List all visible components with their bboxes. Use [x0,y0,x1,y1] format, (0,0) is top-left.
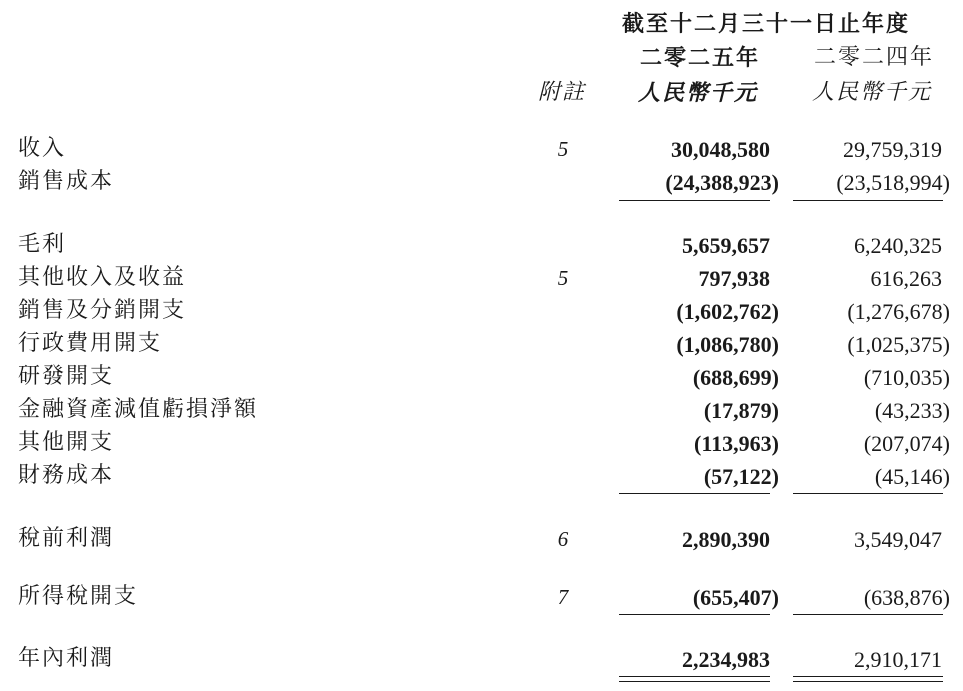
row-label-profit-for-year: 年內利潤 [18,646,115,671]
row-label-income-tax: 所得稅開支 [18,584,139,609]
row-prior-other-income: 616,263 [870,266,942,291]
row-note-income-tax: 7 [557,585,569,609]
row-prior-selling-expenses: (1,276,678) [847,299,950,324]
row-prior-income-tax: (638,876) [863,585,950,610]
row-current-impairment-losses: (17,879) [703,398,779,423]
total-double-rule-current-top [619,676,770,677]
subtotal-rule-prior-1 [793,200,943,201]
row-current-profit-before-tax: 2,890,390 [682,527,770,552]
row-label-selling-expenses: 銷售及分銷開支 [18,298,187,323]
total-double-rule-prior-top [793,676,943,677]
current-year-header: 二零二五年 [640,45,761,71]
row-prior-rnd-expenses: (710,035) [863,365,950,390]
subtotal-rule-prior-3 [793,614,943,615]
row-current-profit-for-year: 2,234,983 [682,647,770,672]
period-header: 截至十二月三十一日止年度 [622,11,911,37]
row-label-impairment-losses: 金融資產減值虧損淨額 [18,397,259,422]
subtotal-rule-prior-2 [793,493,943,494]
row-current-gross-profit: 5,659,657 [682,233,770,258]
prior-year-header: 二零二四年 [814,45,935,70]
subtotal-rule-current-3 [619,614,770,615]
current-unit-header: 人民幣千元 [638,80,759,106]
row-label-rnd-expenses: 研發開支 [18,364,115,389]
row-label-other-expenses: 其他開支 [18,430,115,455]
prior-unit-header: 人民幣千元 [812,80,933,105]
note-column-header: 附註 [538,80,587,105]
row-label-profit-before-tax: 稅前利潤 [18,526,115,551]
row-label-admin-expenses: 行政費用開支 [18,331,163,356]
row-prior-finance-costs: (45,146) [874,464,950,489]
row-label-gross-profit: 毛利 [18,232,67,257]
row-prior-profit-before-tax: 3,549,047 [854,527,942,552]
row-current-revenue: 30,048,580 [671,137,770,162]
row-current-finance-costs: (57,122) [703,464,779,489]
row-prior-revenue: 29,759,319 [843,137,942,162]
row-current-income-tax: (655,407) [692,585,779,610]
row-prior-gross-profit: 6,240,325 [854,233,942,258]
row-label-other-income: 其他收入及收益 [18,265,187,290]
row-current-other-expenses: (113,963) [694,431,779,456]
row-prior-other-expenses: (207,074) [863,431,950,456]
row-note-revenue: 5 [557,137,569,161]
row-label-finance-costs: 財務成本 [18,463,115,488]
total-double-rule-prior-bottom [793,681,943,682]
row-current-rnd-expenses: (688,699) [692,365,779,390]
row-label-revenue: 收入 [18,136,67,161]
row-prior-cost-of-sales: (23,518,994) [836,170,950,195]
total-double-rule-current-bottom [619,681,770,682]
row-current-cost-of-sales: (24,388,923) [665,170,779,195]
row-label-cost-of-sales: 銷售成本 [18,169,115,194]
row-prior-profit-for-year: 2,910,171 [854,647,942,672]
row-current-other-income: 797,938 [698,266,770,291]
row-current-selling-expenses: (1,602,762) [676,299,779,324]
subtotal-rule-current-2 [619,493,770,494]
row-prior-admin-expenses: (1,025,375) [847,332,950,357]
subtotal-rule-current-1 [619,200,770,201]
row-note-profit-before-tax: 6 [557,527,569,551]
row-prior-impairment-losses: (43,233) [874,398,950,423]
row-note-other-income: 5 [557,266,569,290]
row-current-admin-expenses: (1,086,780) [676,332,779,357]
